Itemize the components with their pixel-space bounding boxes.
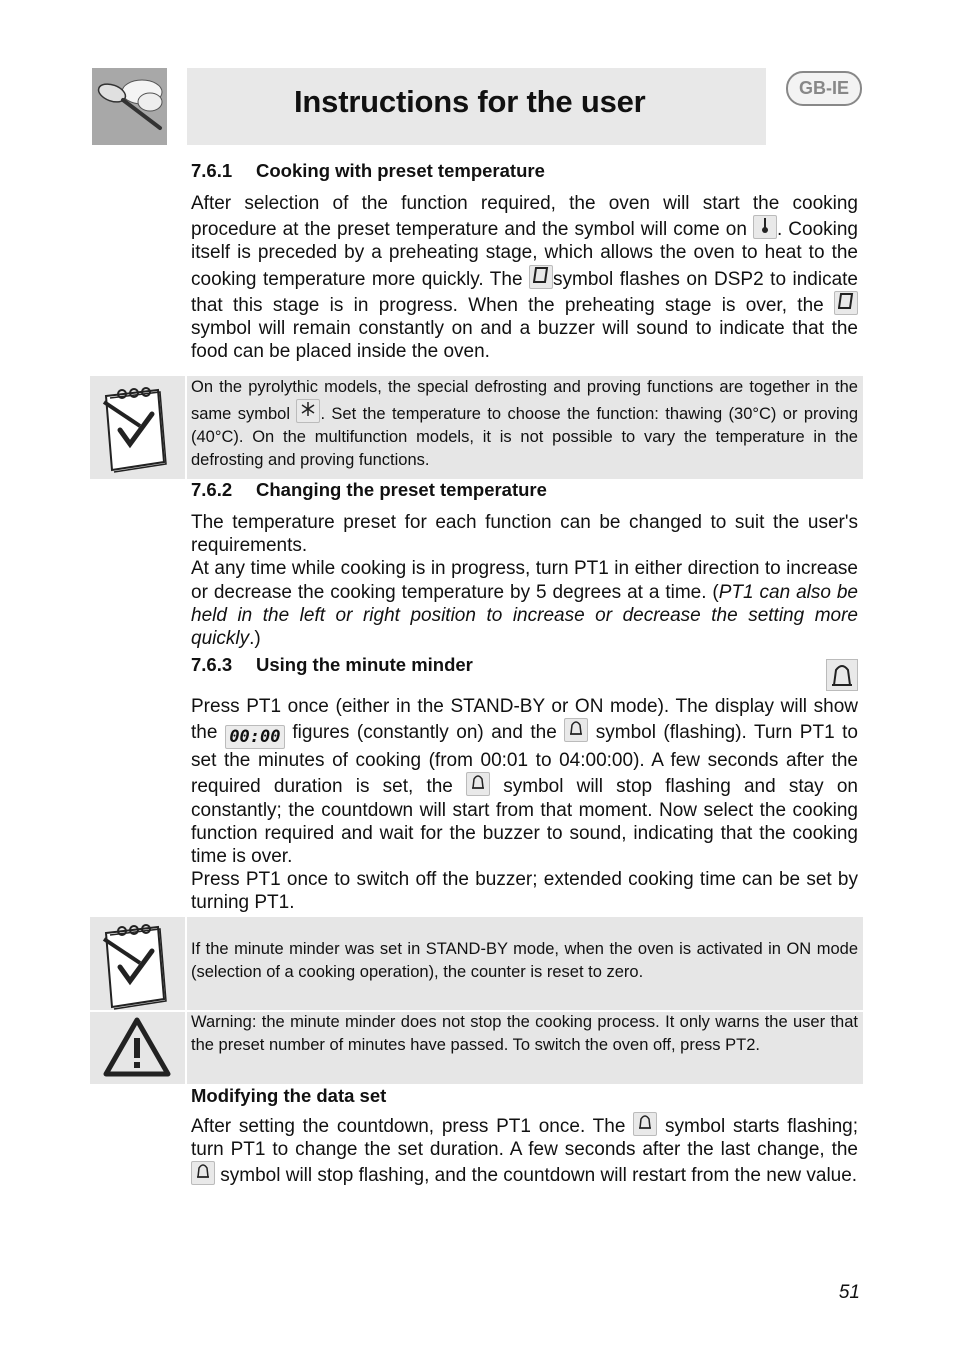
section-7-6-2-heading: [191, 478, 858, 502]
text-run: symbol starts flashing; turn PT1 to change the set duration. A few seconds after the last change, the: [191, 1116, 858, 1161]
modify-heading: [191, 1084, 858, 1108]
page-number: 51: [838, 1282, 860, 1303]
chef-logo: [92, 68, 167, 145]
section-7-6-2-body: [191, 511, 858, 650]
bell-icon: [826, 659, 858, 691]
text-run: . Set the temperature to choose the function: thawing (30°C) or proving (40°C). On the multifunction models, it is not possible to vary the temperature in the defrosting and proving functions.: [191, 405, 858, 469]
preheat-icon: [529, 265, 553, 289]
notepad-check-icon: [90, 917, 185, 1010]
note-icon-panel: [90, 376, 185, 479]
warning-icon-panel: [90, 1012, 185, 1084]
text-run: symbol flashes on DSP2 to indicate that this stage is in progress. When the preheating stage is over, the: [191, 268, 858, 316]
section-7-6-1-heading: [191, 159, 858, 183]
notepad-check-icon: [90, 376, 185, 479]
note-text: If the minute minder was set in STAND-BY mode, when the oven is activated in ON mode (selection of a cooking operation), the counter is reset to zero.: [191, 940, 858, 981]
warning-text-body: Warning: the minute minder does not stop the cooking process. It only warns the user that the preset number of minutes have passed. To switch the oven off, press PT2.: [191, 1013, 858, 1054]
section-heading: Using the minute minder: [256, 654, 473, 675]
text-run: . Cooking itself is preceded by a preheating stage, which allows the oven to heat to the cooking temperature more quickly. The: [191, 219, 858, 290]
subsection-heading: Modifying the data set: [191, 1085, 387, 1106]
modify-body: [191, 1112, 858, 1188]
region-badge: GB-IE: [786, 71, 862, 106]
text-run: Press PT1 once (either in the STAND-BY or ON mode). The display will show the: [191, 696, 858, 744]
text-run: figures (constantly on) and the: [284, 722, 565, 744]
preheat-icon: [834, 291, 858, 315]
text-run: .): [249, 628, 261, 650]
defrost-icon: [296, 399, 320, 423]
header-banner: [187, 68, 766, 145]
note-1-text: [191, 376, 858, 472]
bell-icon: [191, 1161, 215, 1185]
note-2-text: [191, 938, 858, 984]
text-run: symbol will stop flashing and stay on constantly; the countdown will start from that moment. Now select the cooking function required and wait for the buzzer to sound, indicating that the cooking time is over.: [191, 776, 858, 868]
warning-text: [191, 1011, 858, 1057]
note-icon-panel: [90, 917, 185, 1010]
paragraph: Press PT1 once to switch off the buzzer; extended cooking time can be set by turning PT1.: [191, 869, 858, 914]
page-title: Instructions for the user: [294, 84, 646, 119]
section-number: 7.6.2: [191, 479, 233, 500]
text-run: After setting the countdown, press PT1 once. The: [191, 1116, 634, 1137]
text-run: symbol (flashing). Turn PT1 to set the minutes of cooking (from 00:01 to 04:00:00). A few seconds after the required duration is set, the: [191, 722, 858, 798]
display-figures: 00:00: [225, 725, 285, 749]
italic-text: PT1 can also be held in the left or right position to increase or decrease the setting more quickly: [191, 581, 858, 650]
text-run: symbol will stop flashing, and the countdown will restart from the new value.: [215, 1165, 858, 1187]
section-7-6-3-body: [191, 695, 858, 915]
section-7-6-1-body: [191, 192, 858, 363]
spoon-hat-icon: [92, 68, 167, 145]
bell-icon: [466, 772, 490, 796]
warning-triangle-icon: [90, 1012, 185, 1084]
text-run: After selection of the function required, the oven will start the cooking procedure at the preset temperature and the symbol will come on: [191, 193, 858, 241]
text-run: On the pyrolythic models, the special defrosting and proving functions are together in the same symbol: [191, 378, 858, 423]
paragraph: The temperature preset for each function can be changed to suit the user's requirements.: [191, 512, 858, 557]
section-heading: Changing the preset temperature: [256, 479, 547, 500]
bell-icon: [564, 718, 588, 742]
section-number: 7.6.3: [191, 654, 233, 675]
section-number: 7.6.1: [191, 160, 233, 181]
thermometer-icon: [753, 215, 777, 239]
text-run: symbol will remain constantly on and a buzzer will sound to indicate that the food can be placed inside the oven.: [191, 318, 858, 363]
section-heading: Cooking with preset temperature: [256, 160, 545, 181]
bell-icon: [633, 1112, 657, 1136]
text-run: At any time while cooking is in progress, turn PT1 in either direction to increase or decrease the cooking temperature by 5 degrees at a time. (: [191, 558, 858, 603]
section-7-6-3-heading: [191, 653, 858, 677]
